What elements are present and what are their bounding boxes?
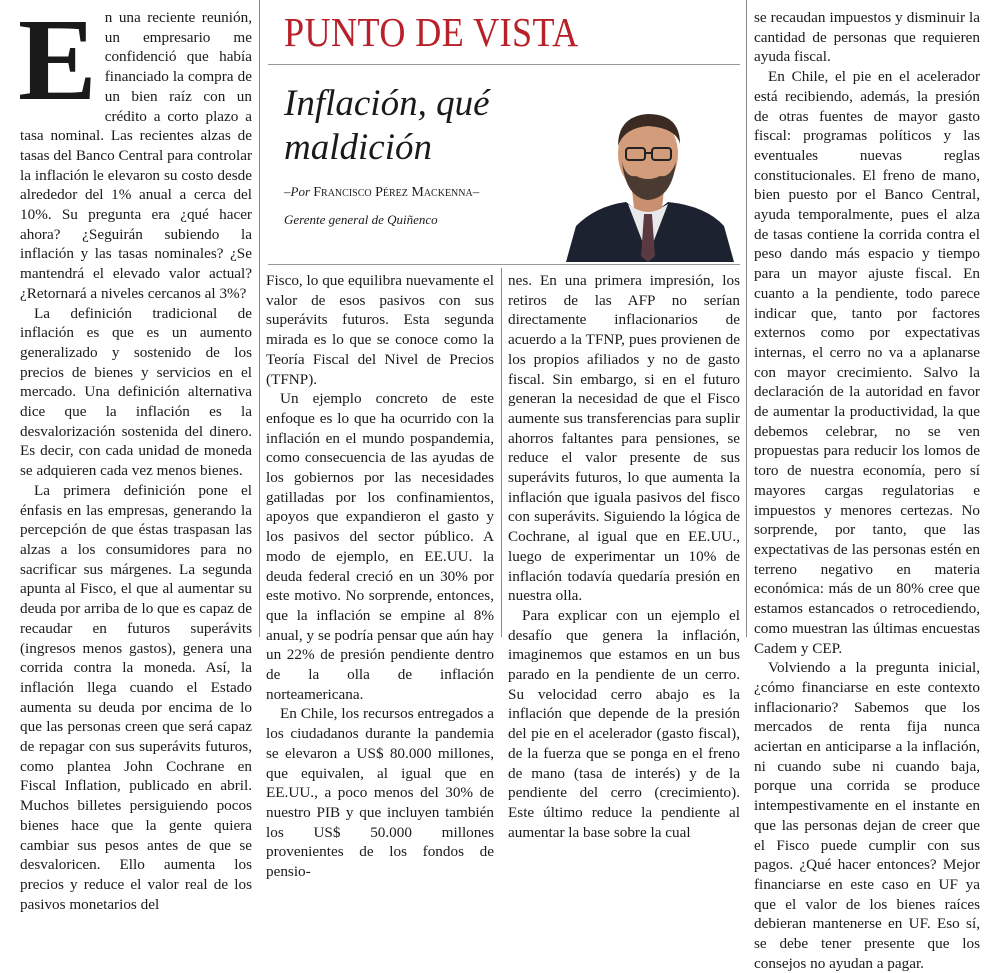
paragraph-6: En Chile, los recursos entregados a los ciudadanos durante la pandemia se elevaron a US$ 80.000 millones, que equivalen, al igual que en EE.UU., a poco menos del 30% de nuestro PIB y que incluyen también los US$ 50.000 millones provenientes de los fondos de pensio- [266,705,494,881]
section-title: PUNTO DE VISTA [284,9,579,55]
byline: –Por Francisco Pérez Mackenna– [284,184,480,200]
paragraph-9: se recaudan impuestos y disminuir la cantidad de personas que requieren ayuda fiscal. [754,9,980,66]
paragraph-7: nes. En una primera impresión, los retiros de las AFP no serían directamente inflacionarios de acuerdo a la TFNP, pues provienen de los propios afiliados y no de gasto fiscal. Sin embargo, si en el futuro generan la necesidad de que el Fisco aumente sus transferencias para suplir ahorros faltantes para pensiones, se reduce el valor presente de sus superávits futuros, lo que aumenta la inflación que iguala pasivos del fisco con superávits. Siguiendo la lógica de Cochrane, al igual que en EE.UU., luego de experimentar un 10% de inflación todavía quedaría presión en nuestra olla. [508,272,740,605]
paragraph-11: Volviendo a la pregunta inicial, ¿cómo financiarse en este contexto inflacionario? Sabemos que los mercados de renta fija nunca aciertan en anticiparse a la inflación, ni cuando sube ni cuando baja, porque una corrida se produce intempestivamente en el instante en que las personas dejan de creer que el Fisco puede cumplir con sus pagos. ¿Qué hacer entonces? Mejor financiarse en este caso en UF ya que el valor de los bienes raíces debieran mantenerse en UF. Eso sí, se debe tener presente que los consejos no ayudan a pagar. [754,659,980,972]
paragraph-2: La definición tradicional de inflación es que es un aumento generalizado y sostenido de los precios de bienes y servicios en el mercado. Una definición alternativa dice que la inflación es la desvalorización sostenida del dinero. Es decir, con cada unidad de moneda se adquieren cada vez menos bienes. [20,304,252,480]
paragraph-10: En Chile, el pie en el acelerador está recibiendo, además, la presión de otras fuentes de mayor gasto fiscal: programas políticos y las eventuales nuevas reglas constitucionales. El freno de mano, bien puesto por el Banco Central, ayuda temporalmente, pues el alza de tasas contiene la corrida contra el peso dando más espacio y tiempo para un mayor ajuste fiscal. En cuanto a la pendiente, todo parece indicar que, tanto por factores externos como por expectativas internas, el cerro no va a aplanarse con mayor crecimiento. Salvo la declaración de la autoridad en favor de aumentar la productividad, la que debemos celebrar, no se ven propuestas para reducir los lomos de toro de nuestra economía, pero sí mayores cargas regulatorias e impuestos y menores certezas. No sorprende, por tanto, que las expectativas de las personas estén en terreno negativo en materia económica: más de un 80% cree que estamos estancados o retrocediendo, como muestran las últimas encuestas Cadem y CEP. [754,68,980,657]
article-column-1 [18,0,252,913]
header-rule [268,64,740,65]
author-name: Francisco Pérez Mackenna [313,185,473,200]
column-rule-3 [746,0,747,637]
paragraph-8: Para explicar con un ejemplo el desafío que genera la inflación, imaginemos que estamos en un bus parado en la pendiente de un cerro. Su velocidad cerro abajo es la inflación que depende de la presión del pie en el acelerador (gasto fiscal), de la fuerza que se ponga en el freno de mano (tasa de interés) y de la pendiente del cerro (crecimiento). Este último reduce la pendiente al aumentar la base sobre la cual [508,606,740,841]
article-column-2 [266,271,494,881]
headline: Inflación, qué maldición [284,83,490,168]
column-rule-1 [259,0,260,637]
paragraph-5: Un ejemplo concreto de este enfoque es lo que ha ocurrido con la inflación en el mundo pospandemia, como consecuencia de las ayudas de los gobiernos por las necesidades gatilladas por los confinamientos, apoyos que expandieron el gasto y los pasivos del sector público. A modo de ejemplo, en EE.UU. la deuda federal creció en un 30% por este motivo. No sorprende, entonces, que la inflación se empine al 8% anual, y se podría pensar que aún hay un 22% de presión pendiente dentro de la olla de inflación norteamericana. [266,390,494,703]
drop-cap: E [18,0,97,125]
paragraph-1: En una reciente reunión, un empresario me confidenció que había financiado la compra de un bien raíz con un crédito a corto plazo a tasa nominal. Las recientes alzas de tasas del Banco Central para controlar la inflación le elevaron su costo desde alrededor del 1% anual a cerca del 10%. Su pregunta era ¿qué hacer ahora? ¿Seguirán subiendo la inflación y las tasas nominales? ¿Se mantendrá el elevado valor actual? ¿Retornará a niveles cercanos al 3%? [18,0,252,302]
author-role: Gerente general de Quiñenco [284,212,438,227]
paragraph-4: Fisco, lo que equilibra nuevamente el valor de esos pasivos con sus superávits futuros. Esta segunda mirada es lo que se conoce como la Teoría Fiscal del Nivel de Precios (TFNP). [266,272,494,388]
header-bottom-rule [268,264,740,265]
author-photo [556,106,740,262]
paragraph-3: La primera definición pone el énfasis en las empresas, generando la percepción de que éstas traspasan las alzas a los consumidores para no sacrificar sus márgenes. La segunda apunta al Fisco, el que al aumentar su deuda por arriba de lo que es capaz de recaudar en futuros superávits (ingresos menos gastos), genera una corrida contra la moneda. Así, la inflación llega cuando el Estado aumenta su deuda por encima de lo que las personas creen que será capaz de repagar con sus superávits futuros, como plantea John Cochrane en Fiscal Inflation, publicado en abril. Muchos billetes persiguiendo pocos bienes hace que la gente quiera cambiar sus pesos antes de que se desvaloricen. Ello aumenta los precios y reduce el valor real de los pasivos monetarios del [20,481,252,913]
article-column-4 [754,8,980,972]
author-portrait-icon [556,106,740,262]
article-column-3 [508,271,740,841]
column-rule-2 [501,268,502,637]
